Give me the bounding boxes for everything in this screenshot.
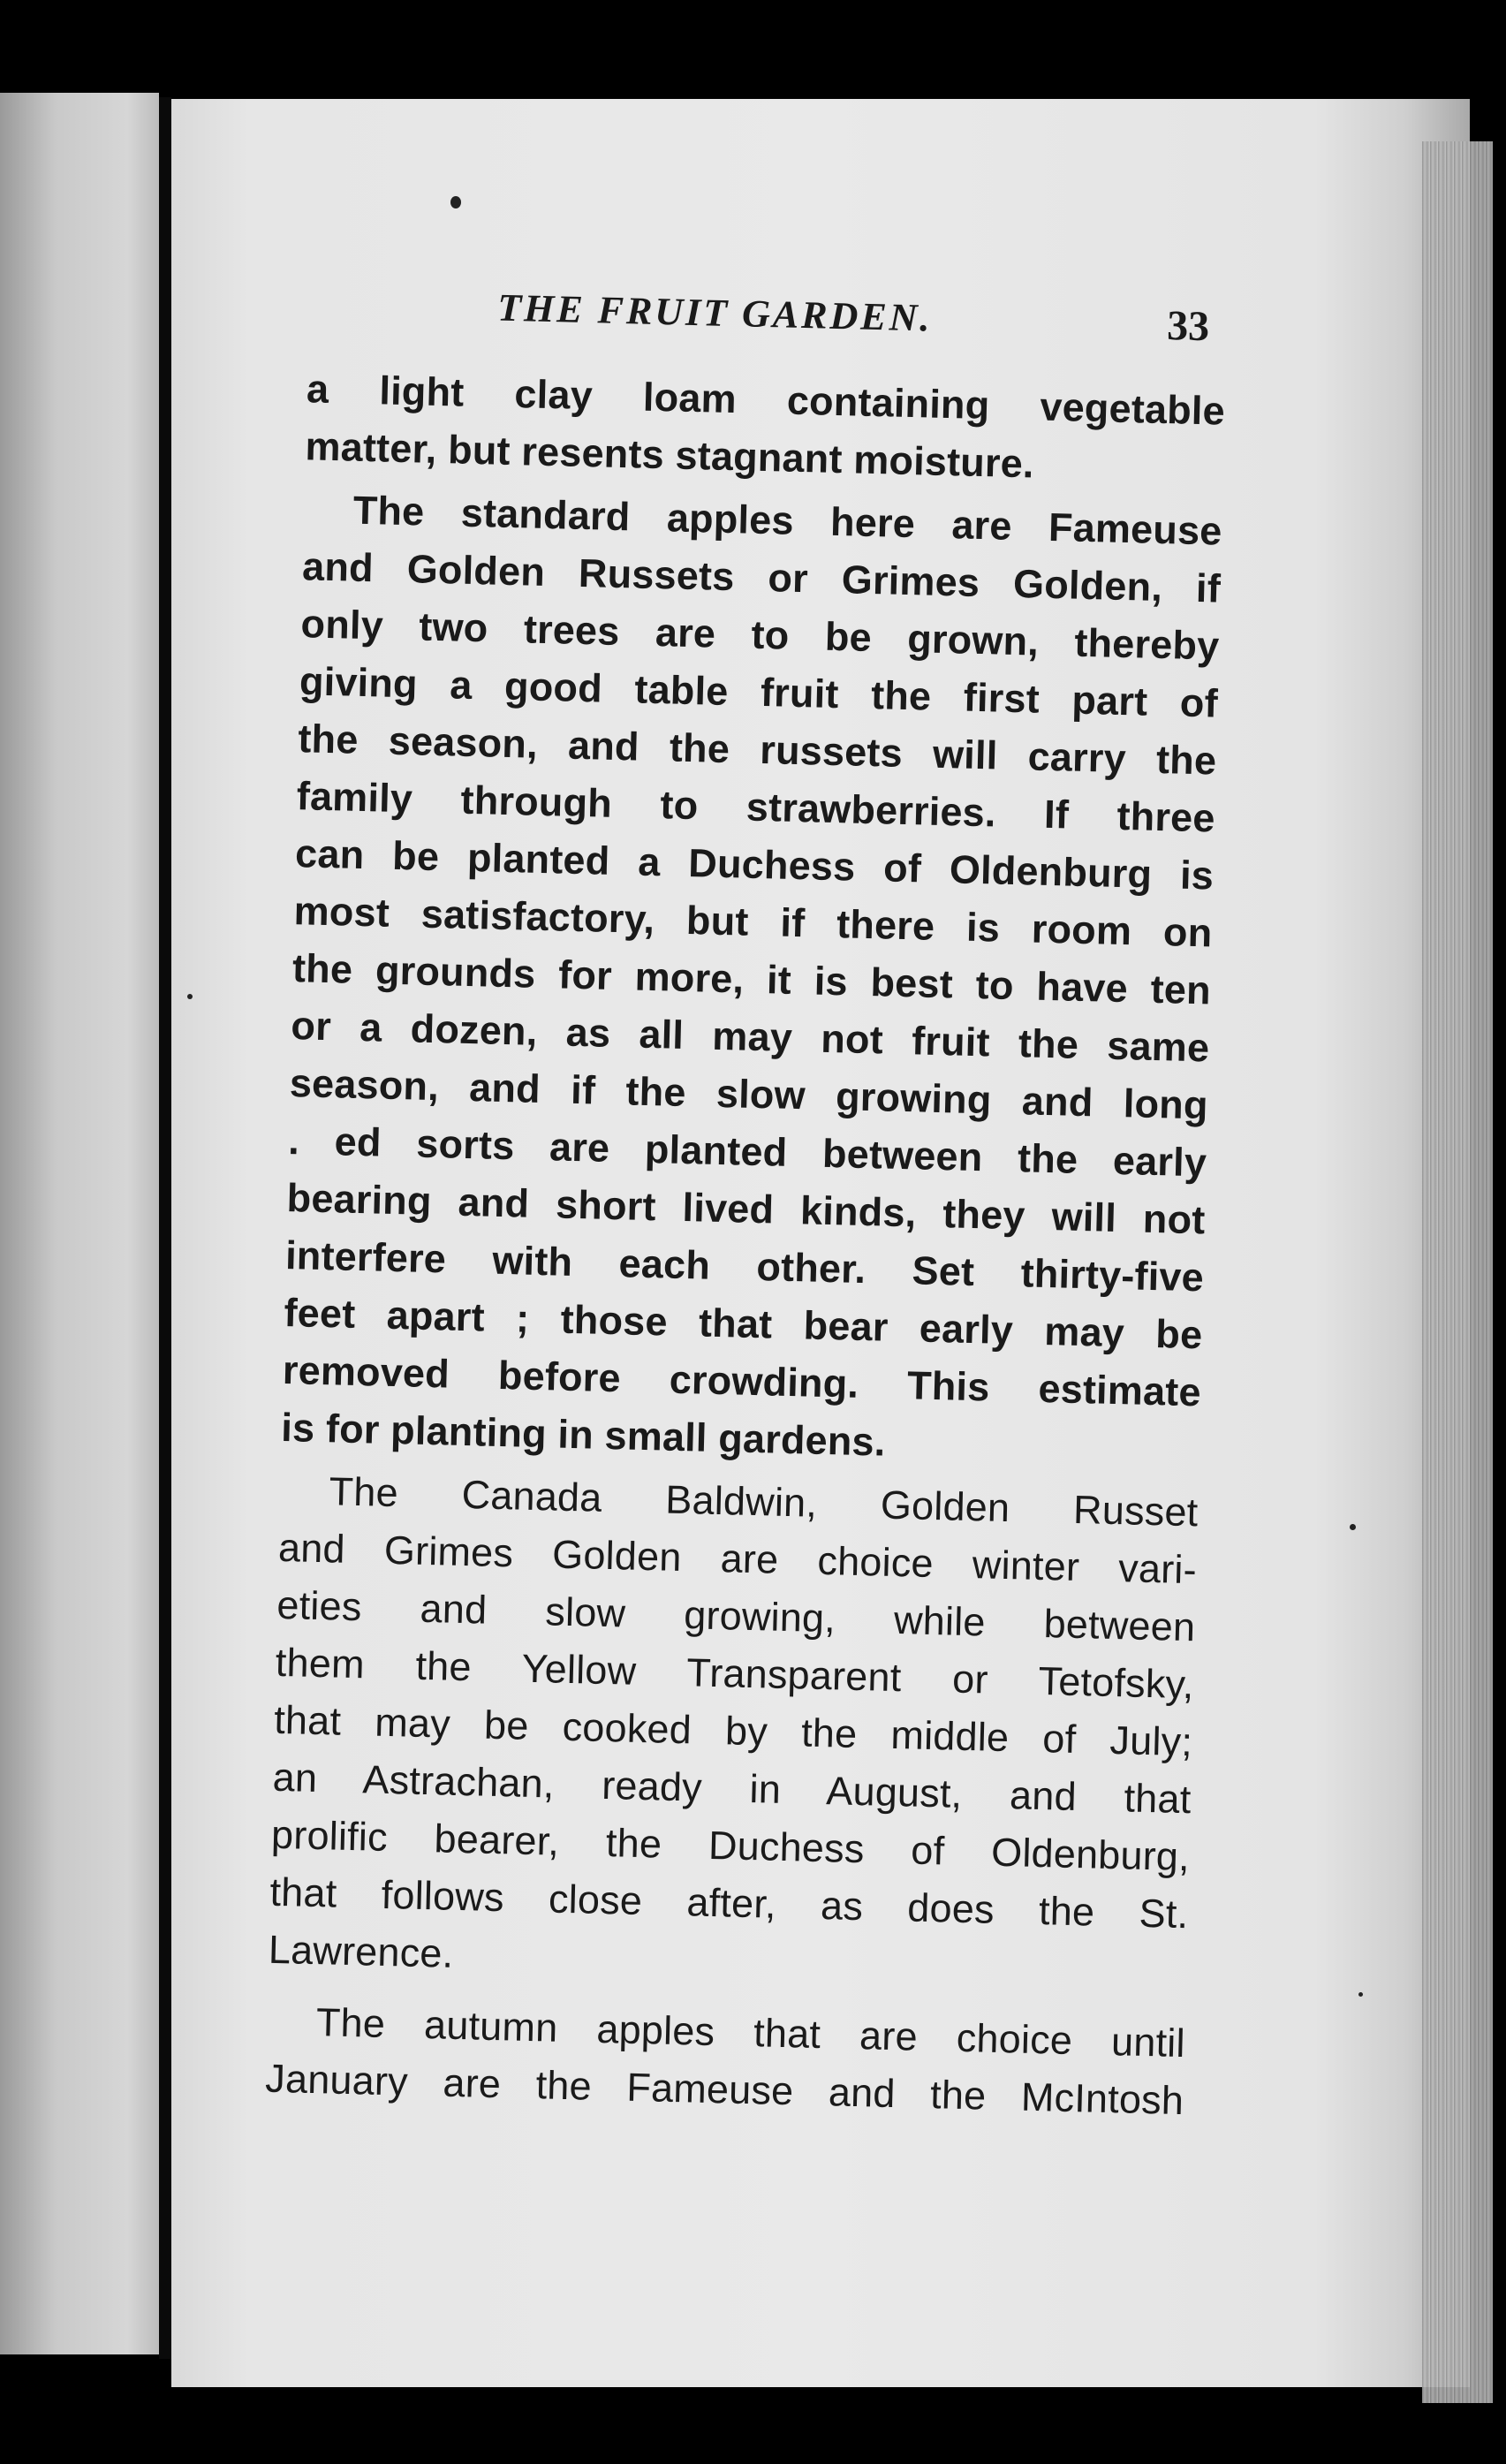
paragraph (265, 1992, 1186, 2129)
text-line: matter, but resents stagnant moisture. (304, 423, 1035, 487)
text-line: The autumn apples that are choice until (315, 1999, 1186, 2066)
text-line: and Grimes Golden are choice winter vari- (277, 1524, 1198, 1593)
text-line: . ed sorts are planted between the early (287, 1118, 1207, 1186)
text-line: can be planted a Duchess of Oldenburg is (294, 830, 1215, 898)
page-number: 33 (1166, 302, 1210, 351)
print-speck (187, 994, 193, 999)
text-line: and Golden Russets or Grimes Golden, if (301, 543, 1222, 611)
text-line: The standard apples here are Fameuse (352, 487, 1223, 554)
text-line: season, and if the slow growing and long (289, 1060, 1209, 1128)
text-line: or a dozen, as all may not fruit the same (290, 1003, 1210, 1071)
paragraph (305, 360, 1226, 497)
text-line: The Canada Baldwin, Golden Russet (329, 1468, 1200, 1535)
text-line: eties and slow growing, while between (276, 1581, 1196, 1650)
print-speck (450, 196, 461, 208)
text-line: feet apart ; those that bear early may be (283, 1289, 1203, 1358)
text-line: family through to strawberries. If three (296, 773, 1216, 841)
text-line: Lawrence. (268, 1926, 454, 1976)
paragraph (268, 1461, 1199, 2000)
text-line: only two trees are to be grown, thereby (300, 601, 1220, 669)
text-line: giving a good table fruit the first part of (299, 658, 1219, 726)
print-speck (1350, 1524, 1356, 1530)
text-line: most satisfactory, but if there is room on (293, 888, 1214, 956)
text-line: January are the Fameuse and the McIntosh (264, 2055, 1184, 2124)
book-gutter (159, 97, 171, 2359)
text-line: the season, and the russets will carry the (297, 716, 1217, 784)
running-title: THE FRUIT GARDEN. (496, 285, 934, 340)
text-line: a light clay loam containing vegetable (306, 366, 1226, 434)
text-line: that may be cooked by the middle of July; (273, 1696, 1193, 1765)
text-line: removed before crowding. This estimate (282, 1346, 1202, 1415)
print-speck (1358, 1992, 1363, 1997)
text-line: the grounds for more, it is best to have ten (291, 945, 1212, 1013)
page-fore-edge (1422, 141, 1493, 2403)
text-line: them the Yellow Transparent or Tetofsky, (275, 1639, 1195, 1708)
paragraph (281, 480, 1223, 1478)
text-line: prolific bearer, the Duchess of Oldenburg, (270, 1811, 1191, 1880)
facing-page-edge (0, 93, 159, 2354)
page-text-block (265, 280, 1228, 2129)
text-line: bearing and short lived kinds, they will not (286, 1174, 1207, 1243)
text-line: is for planting in small gardens. (280, 1404, 887, 1465)
text-line: that follows close after, as does the St. (269, 1869, 1189, 1937)
text-line: interfere with each other. Set thirty-five (284, 1232, 1205, 1300)
text-line: an Astrachan, ready in August, and that (272, 1754, 1192, 1823)
